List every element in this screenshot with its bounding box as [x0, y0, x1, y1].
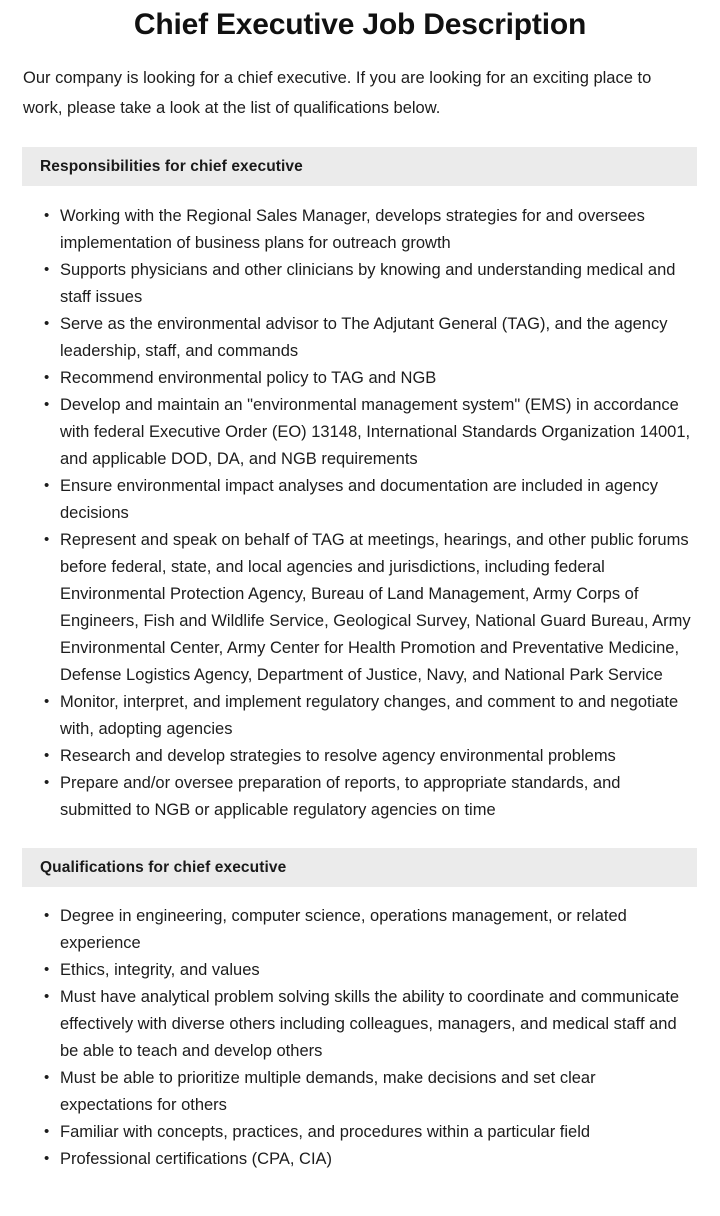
section-responsibilities: [0, 147, 720, 824]
responsibilities-list: [0, 186, 720, 824]
section-qualifications: [0, 848, 720, 1173]
list-item: • Develop and maintain an "environmental management system" (EMS) in accordance with federal Executive Order (EO) 13148, International Standards Organization 14001, and applicable DOD, DA, and NGB requirements: [60, 392, 692, 473]
intro-paragraph: Our company is looking for a chief executive. If you are looking for an exciting place to work, please take a look at the list of qualifications below.: [23, 69, 652, 117]
list-item: • Supports physicians and other clinicians by knowing and understanding medical and staff issues: [60, 257, 692, 311]
list-item: • Familiar with concepts, practices, and procedures within a particular field: [60, 1119, 692, 1146]
bottom-spacer: [0, 1173, 720, 1187]
list-item: • Serve as the environmental advisor to The Adjutant General (TAG), and the agency leadership, staff, and commands: [60, 311, 692, 365]
qualifications-list: [0, 887, 720, 1173]
list-item: • Professional certifications (CPA, CIA): [60, 1146, 692, 1173]
section-header-qualifications: [22, 848, 697, 887]
section-heading-label: Responsibilities for chief executive: [40, 157, 303, 175]
list-item: • Ensure environmental impact analyses and documentation are included in agency decisions: [60, 473, 692, 527]
list-item: • Ethics, integrity, and values: [60, 957, 692, 984]
list-item: • Research and develop strategies to resolve agency environmental problems: [60, 743, 692, 770]
list-item: • Represent and speak on behalf of TAG at meetings, hearings, and other public forums before federal, state, and local agencies and jurisdictions, including federal Environmental Protection Agency, Bureau of Land Management, Army Corps of Engineers, Fish and Wildlife Service, Geological Survey, National Guard Bureau, Army Environmental Center, Army Center for Health Promotion and Preventative Medicine, Defense Logistics Agency, Department of Justice, Navy, and National Park Service: [60, 527, 692, 689]
list-item: • Degree in engineering, computer science, operations management, or related experience: [60, 903, 692, 957]
list-item: • Working with the Regional Sales Manager, develops strategies for and oversees implementation of business plans for outreach growth: [60, 203, 692, 257]
section-header-responsibilities: [22, 147, 697, 186]
page-title: Chief Executive Job Description: [133, 8, 587, 41]
list-item: • Must be able to prioritize multiple demands, make decisions and set clear expectations for others: [60, 1065, 692, 1119]
list-item: • Must have analytical problem solving skills the ability to coordinate and communicate effectively with diverse others including colleagues, managers, and medical staff and be able to teach and develop others: [60, 984, 692, 1065]
list-item: • Prepare and/or oversee preparation of reports, to appropriate standards, and submitted to NGB or applicable regulatory agencies on time: [60, 770, 692, 824]
list-item: • Recommend environmental policy to TAG and NGB: [60, 365, 692, 392]
section-heading-label: Qualifications for chief executive: [40, 858, 287, 876]
list-item: • Monitor, interpret, and implement regulatory changes, and comment to and negotiate with, adopting agencies: [60, 689, 692, 743]
